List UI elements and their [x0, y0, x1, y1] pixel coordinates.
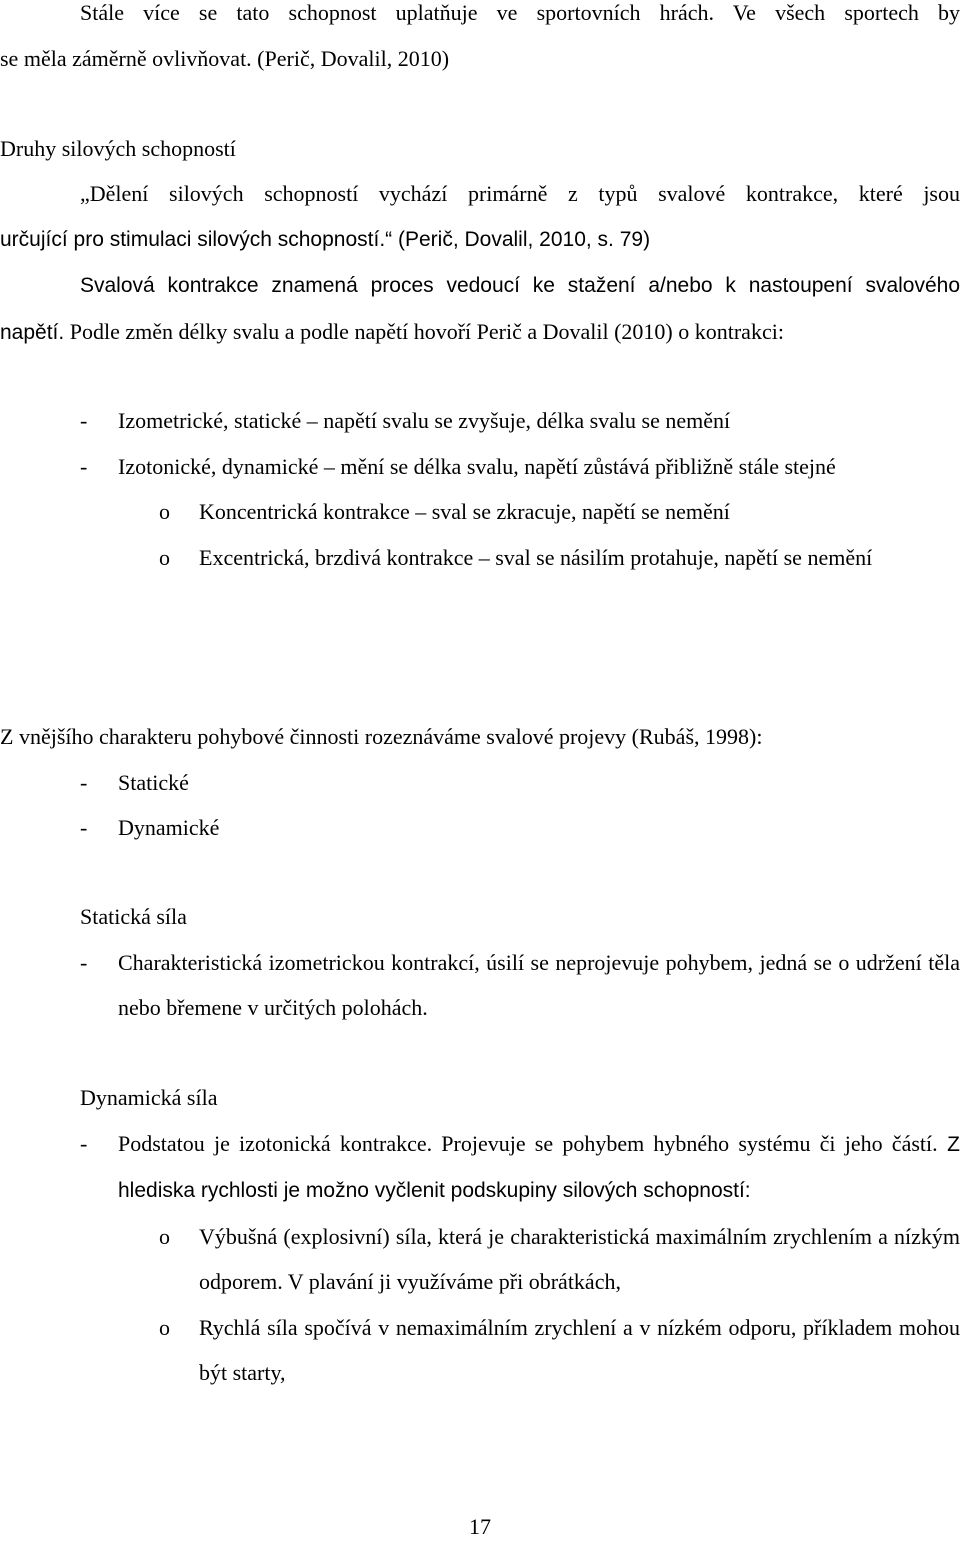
- quote-line: „Dělení silových schopností vychází primárně z typů svalové kontrakce, které jsou: [80, 181, 960, 206]
- static-section: [0, 894, 960, 1031]
- contraction-list: [0, 398, 960, 580]
- dash-marker: -: [80, 949, 88, 975]
- dash-marker: -: [80, 769, 88, 795]
- static-heading: Statická síla: [80, 904, 187, 929]
- contraction-definition: Svalová kontrakce znamená proces vedoucí ke stažení a/nebo k nastoupení svalového napětí.: [0, 274, 960, 344]
- contraction-paragraph: [0, 262, 960, 355]
- list-item: [0, 1121, 960, 1214]
- quote-line-citation: určující pro stimulaci silových schopností.“ (Perič, Dovalil, 2010, s. 79): [0, 227, 651, 251]
- dash-marker: -: [80, 408, 88, 433]
- list-item: [0, 398, 960, 444]
- list-item-text: Výbušná (explosivní) síla, která je charakteristická maximálním zrychlením a nízkým odporem. V plavání ji využíváme při obrátkách,: [199, 1223, 960, 1294]
- list-item: [0, 444, 960, 490]
- dash-marker: -: [80, 453, 88, 479]
- dash-marker: -: [80, 1130, 88, 1156]
- list-item: [0, 805, 960, 851]
- bullet-marker: o: [159, 1223, 170, 1249]
- section-heading: [0, 126, 960, 172]
- list-item-text: Excentrická, brzdivá kontrakce – sval se násilím protahuje, napětí se nemění: [199, 544, 873, 570]
- list-item: [0, 1305, 960, 1396]
- list-item-text: Koncentrická kontrakce – sval se zkracuje, napětí se nemění: [199, 499, 730, 524]
- dynamic-item-part: Podstatou je izotonická kontrakce. Projevuje se pohybem hybného systému či jeho částí.: [118, 1130, 938, 1156]
- dash-marker: -: [80, 815, 88, 840]
- heading-druhy: Druhy silových schopností: [0, 136, 236, 161]
- dynamic-item-part-sans: Z hlediska rychlosti je možno vyčlenit podskupiny silových schopností:: [118, 1132, 960, 1202]
- list-item: [0, 1214, 960, 1305]
- list-item-text: Statické: [118, 769, 189, 795]
- list-item-text: [118, 1121, 960, 1214]
- dynamic-section: [0, 1075, 960, 1396]
- quote-block: [0, 171, 960, 262]
- external-section: [0, 714, 960, 851]
- contraction-text: [0, 262, 960, 355]
- text-line: se měla záměrně ovlivňovat. (Perič, Dovalil, 2010): [0, 45, 450, 71]
- list-item-text: Izotonické, dynamické – mění se délka svalu, napětí zůstává přibližně stále stejné: [118, 453, 836, 479]
- dynamic-heading: Dynamická síla: [80, 1085, 218, 1110]
- list-item: [0, 535, 960, 581]
- bullet-marker: o: [159, 1314, 170, 1340]
- text-line: Stále více se tato schopnost uplatňuje ve sportovních hrách. Ve všech sportech by: [80, 0, 960, 25]
- page-number: 17: [469, 1514, 491, 1539]
- bullet-marker: o: [159, 544, 170, 570]
- bullet-marker: o: [159, 499, 170, 524]
- intro-paragraph: [0, 0, 960, 81]
- list-item-text: Charakteristická izometrickou kontrakcí, úsilí se neprojevuje pohybem, jedná se o udržení těla nebo břemene v určitých polohách.: [118, 949, 960, 1020]
- list-item: [0, 760, 960, 806]
- contraction-continuation: Podle změn délky svalu a podle napětí hovoří Perič a Dovalil (2010) o kontrakci:: [64, 318, 784, 344]
- list-item-text: Izometrické, statické – napětí svalu se zvyšuje, délka svalu se nemění: [118, 408, 731, 433]
- list-item-text: Dynamické: [118, 815, 220, 840]
- external-intro: Z vnějšího charakteru pohybové činnosti rozeznáváme svalové projevy (Rubáš, 1998):: [0, 724, 763, 749]
- list-item: [0, 940, 960, 1031]
- list-item-text: Rychlá síla spočívá v nemaximálním zrychlení a v nízkém odporu, příkladem mohou být starty,: [199, 1314, 960, 1385]
- list-item: [0, 489, 960, 535]
